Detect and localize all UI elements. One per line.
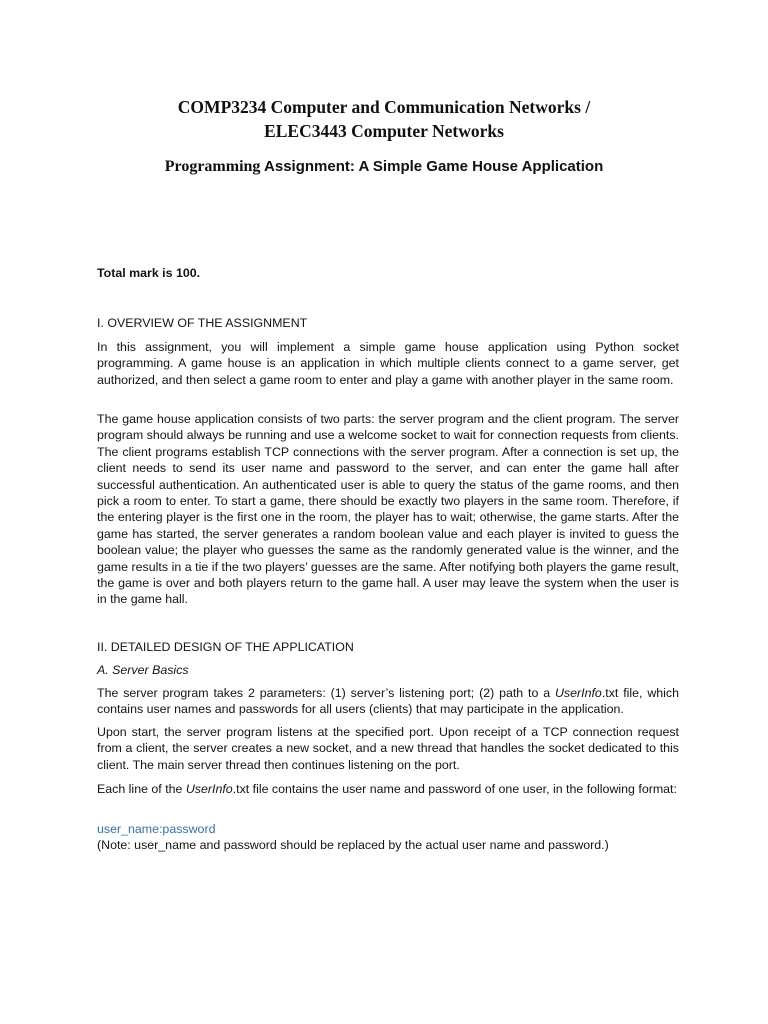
section-2-paragraph-3 (97, 781, 679, 797)
userinfo-format-text-a: Each line of the (97, 782, 186, 796)
format-note: (Note: user_name and password should be replaced by the actual user name and password.) (97, 838, 609, 852)
total-mark: Total mark is 100. (97, 266, 201, 280)
section-2-subheading: A. Server Basics (97, 663, 189, 677)
userinfo-filename: UserInfo (185, 782, 233, 796)
userinfo-filename: UserInfo (554, 686, 602, 700)
section-2-paragraph-1 (97, 685, 679, 718)
server-params-text-b: .txt file, which contains user names and passwords for all users (clients) that may participate in the application. (97, 686, 680, 717)
format-example: user_name:password (97, 822, 216, 836)
course-title-line-2: ELEC3443 Computer Networks (264, 121, 504, 141)
server-params-text-a: The server program takes 2 parameters: (1) server’s listening port; (2) path to a (97, 686, 555, 700)
section-1-paragraph-2: The game house application consists of two parts: the server program and the client program. The server program should always be running and use a welcome socket to wait for connection requests from clients. The client programs establish TCP connections with the server program. After a connection is set up, the client needs to send its user name and password to the server, and can enter the game hall after successful authentication. An authenticated user is able to query the status of the game rooms, and then pick a room to enter. To start a game, there should be exactly two players in the same room. Therefore, if the entering player is the first one in the room, the player has to wait; otherwise, the game starts. After the game has started, the server generates a random boolean value and each player is invited to guess the boolean value; the player who guesses the same as the randomly generated value is the winner, and the game results in a tie if the two players’ guesses are the same. After notifying both players the game result, the game is over and both players return to the game hall. A user may leave the system when the user is in the game hall. (97, 412, 679, 607)
section-2-heading: II. DETAILED DESIGN OF THE APPLICATION (97, 640, 354, 654)
userinfo-format-text-b: .txt file contains the user name and password of one user, in the following format: (232, 782, 677, 796)
course-title-line-1: COMP3234 Computer and Communication Networks / (177, 97, 591, 117)
course-title (0, 95, 768, 143)
assignment-title-prefix: Programming (164, 158, 261, 175)
section-1-heading: I. OVERVIEW OF THE ASSIGNMENT (97, 316, 308, 330)
assignment-title-rest: Assignment: A Simple Game House Application (260, 158, 604, 175)
assignment-title (0, 156, 768, 178)
section-2-paragraph-2: Upon start, the server program listens at the specified port. Upon receipt of a TCP connection request from a client, the server creates a new socket, and a new thread that handles the socket dedicated to this client. The main server thread then continues listening on the port. (97, 725, 679, 772)
section-1-paragraph-1: In this assignment, you will implement a simple game house application using Python socket programming. A game house is an application in which multiple clients connect to a game server, get authorized, and then select a game room to enter and play a game with another player in the same room. (97, 340, 679, 387)
